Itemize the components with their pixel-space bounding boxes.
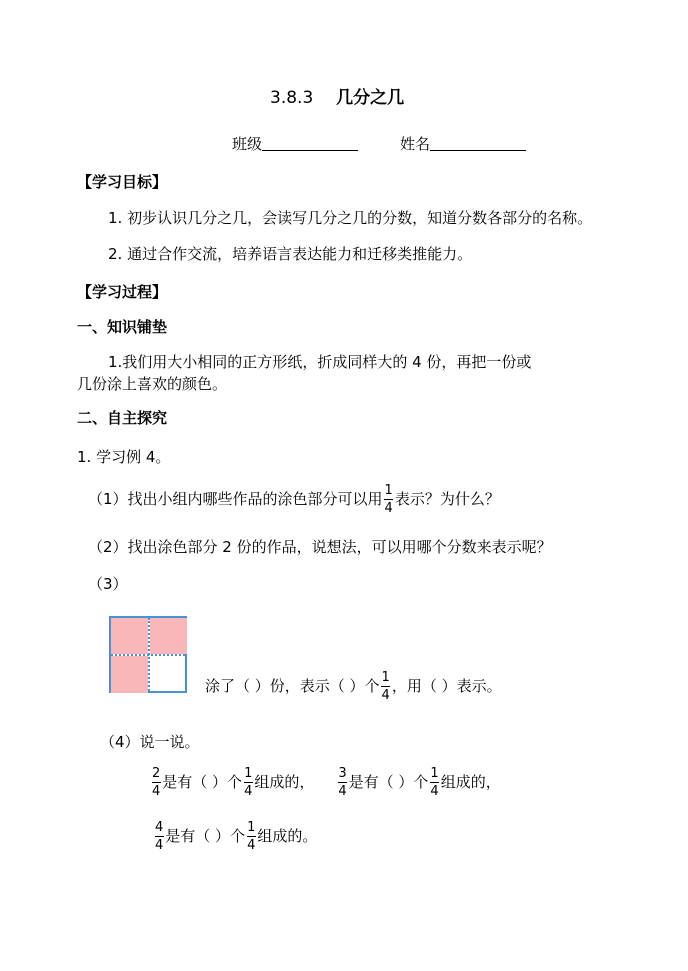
- q4-composed-1: 组成的，: [254, 773, 315, 791]
- q3-text-a: 涂了（ ）份，表示（ ）个: [205, 677, 380, 695]
- name-field: [400, 135, 526, 152]
- name-blank[interactable]: [430, 135, 526, 151]
- section1-line2: 几份涂上喜欢的颜色。: [77, 375, 228, 393]
- shaded-cell-top-right: [150, 618, 187, 654]
- section2-item1: 1. 学习例 4。: [77, 448, 171, 466]
- shaded-cell-top-left: [111, 618, 148, 654]
- q4-is-made-of-1: 是有（ ）个: [162, 773, 243, 791]
- question-2: （2）找出涂色部分 2 份的作品，说想法，可以用哪个分数来表示呢？: [88, 538, 552, 556]
- section1-line1: 1.我们用大小相同的正方形纸，折成同样大的 4 份，再把一份或: [108, 353, 532, 371]
- q1-text-before: （1）找出小组内哪些作品的涂色部分可以用: [88, 490, 383, 508]
- fraction-three-quarters: $\frac{3}{4}$: [338, 766, 347, 799]
- q4-composed-end: 组成的。: [257, 827, 318, 845]
- fraction-one-quarter: $\frac{1}{4}$: [247, 820, 256, 853]
- shaded-cell-bottom-left: [111, 656, 148, 693]
- section2-heading: 二、自主探究: [77, 409, 168, 427]
- fraction-one-quarter: $\frac{1}{4}$: [244, 766, 253, 799]
- q3-fill-sentence: [205, 671, 502, 702]
- process-heading: 【学习过程】: [77, 283, 168, 301]
- fraction-one-quarter: $\frac{1}{4}$: [384, 483, 393, 516]
- question-3: （3）: [88, 575, 128, 593]
- question-1: [88, 484, 500, 515]
- q4-line-2: [153, 821, 317, 852]
- grid-divider-horizontal: [111, 654, 185, 656]
- class-field: [232, 135, 358, 152]
- goal-item-2: 2. 通过合作交流，培养语言表达能力和迁移类推能力。: [108, 245, 473, 263]
- class-label: 班级: [232, 135, 263, 153]
- q1-text-after: 表示？为什么？: [394, 490, 500, 508]
- fraction-two-quarters: $\frac{2}{4}$: [152, 766, 161, 799]
- fraction-one-quarter: $\frac{1}{4}$: [381, 670, 390, 703]
- lesson-title: 几分之几: [336, 88, 405, 108]
- fraction-one-quarter: $\frac{1}{4}$: [430, 766, 439, 799]
- q4-is-made-of-3: 是有（ ）个: [165, 827, 246, 845]
- q3-text-b: ，用（ ）表示。: [391, 677, 502, 695]
- goal-item-1: 1. 初步认识几分之几，会读写几分之几的分数，知道分数各部分的名称。: [108, 209, 593, 227]
- q4-composed-2: 组成的，: [440, 773, 501, 791]
- question-4: （4）说一说。: [100, 733, 200, 751]
- fraction-four-quarters: $\frac{4}{4}$: [155, 820, 164, 853]
- q4-line-1: [150, 767, 501, 798]
- quarter-grid-figure: [109, 616, 187, 693]
- lesson-number: 3.8.3: [270, 88, 314, 108]
- q4-is-made-of-2: 是有（ ）个: [348, 773, 429, 791]
- section1-heading: 一、知识铺垫: [77, 318, 168, 336]
- page-title: [270, 90, 404, 107]
- goals-heading: 【学习目标】: [77, 173, 168, 191]
- name-label: 姓名: [400, 135, 431, 153]
- class-blank[interactable]: [262, 135, 358, 151]
